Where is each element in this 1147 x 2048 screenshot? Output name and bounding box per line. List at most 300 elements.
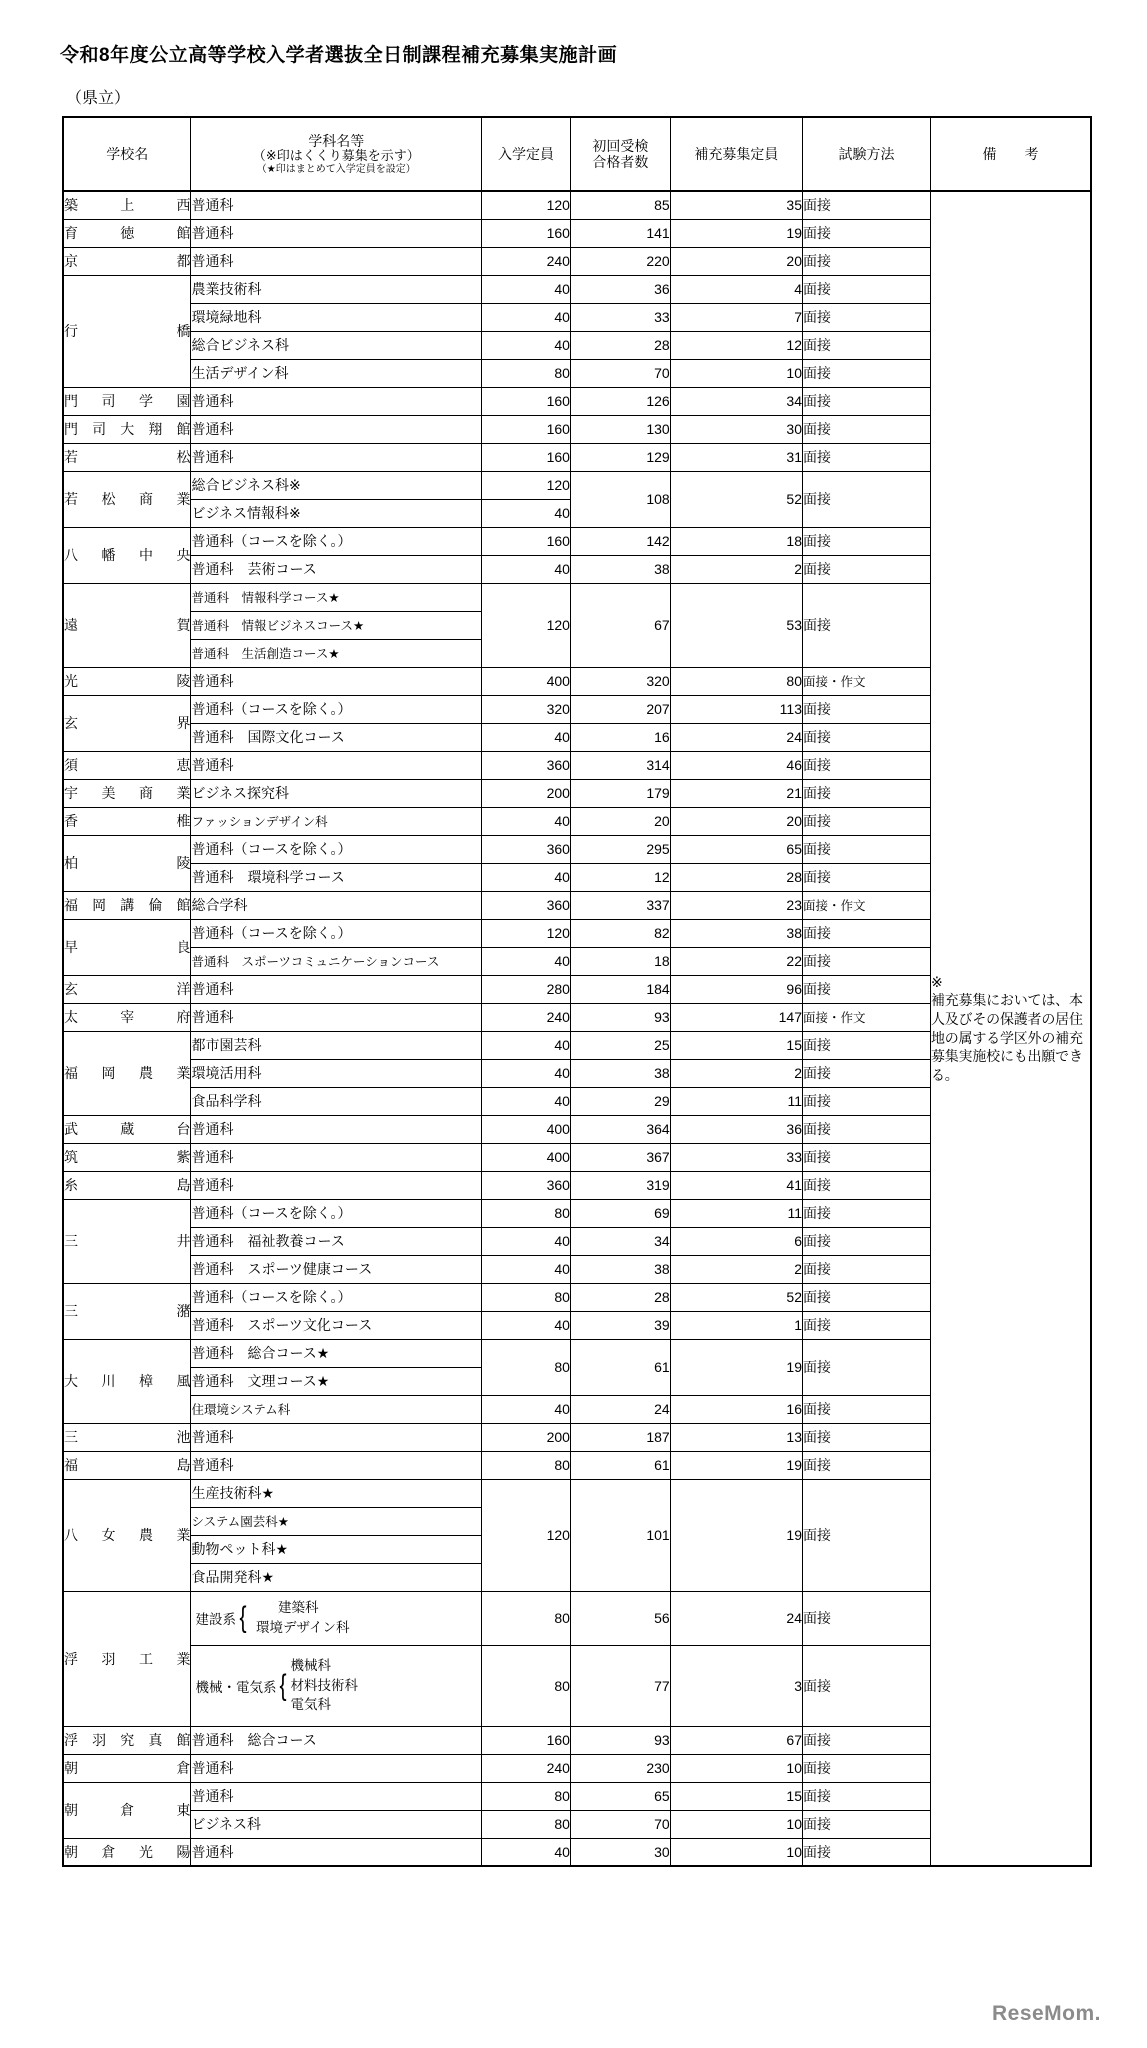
- cell-extra-quota: 96: [670, 975, 802, 1003]
- cell-capacity: 40: [482, 275, 571, 303]
- cell-extra-quota: 1: [670, 1311, 802, 1339]
- cell-extra-quota: 52: [670, 1283, 802, 1311]
- brace-group-label: 機械・電気系: [195, 1679, 277, 1695]
- brace-item: 電気科: [290, 1697, 331, 1713]
- cell-first-exam-passed: 320: [570, 667, 670, 695]
- cell-department: 普通科: [191, 443, 482, 471]
- cell-exam-method: 面接: [803, 1423, 931, 1451]
- cell-school-name: 太宰府: [63, 1003, 191, 1031]
- cell-department: 食品科学科: [191, 1087, 482, 1115]
- cell-capacity: 40: [482, 947, 571, 975]
- cell-exam-method: 面接: [803, 527, 931, 555]
- watermark: ReseMom.: [991, 2002, 1101, 2025]
- header-capacity: 入学定員: [482, 117, 571, 191]
- cell-department: ファッションデザイン科: [191, 807, 482, 835]
- cell-first-exam-passed: 295: [570, 835, 670, 863]
- cell-extra-quota: 18: [670, 527, 802, 555]
- cell-school-name: 朝倉東: [63, 1782, 191, 1838]
- cell-extra-quota: 80: [670, 667, 802, 695]
- cell-exam-method: 面接: [803, 219, 931, 247]
- cell-extra-quota: 52: [670, 471, 802, 527]
- cell-department: 普通科（コースを除く。）: [191, 695, 482, 723]
- cell-exam-method: 面接: [803, 471, 931, 527]
- cell-extra-quota: 34: [670, 387, 802, 415]
- cell-capacity: 80: [482, 1645, 571, 1726]
- cell-department: 普通科（コースを除く。）: [191, 1283, 482, 1311]
- page-title: 令和8年度公立高等学校入学者選抜全日制課程補充募集実施計画: [60, 45, 618, 66]
- cell-exam-method: 面接・作文: [803, 1003, 931, 1031]
- cell-exam-method: 面接: [803, 275, 931, 303]
- cell-capacity: 240: [482, 247, 571, 275]
- cell-first-exam-passed: 130: [570, 415, 670, 443]
- cell-exam-method: 面接: [803, 835, 931, 863]
- cell-exam-method: 面接: [803, 1227, 931, 1255]
- cell-school-name: 香椎: [63, 807, 191, 835]
- cell-extra-quota: 35: [670, 191, 802, 219]
- cell-department: 都市園芸科: [191, 1031, 482, 1059]
- cell-capacity: 80: [482, 1591, 571, 1645]
- cell-exam-method: 面接: [803, 1059, 931, 1087]
- cell-capacity: 80: [482, 1199, 571, 1227]
- cell-first-exam-passed: 38: [570, 1059, 670, 1087]
- cell-capacity: 40: [482, 807, 571, 835]
- cell-exam-method: 面接: [803, 1395, 931, 1423]
- cell-exam-method: 面接: [803, 1810, 931, 1838]
- brace-item-list: [250, 1598, 350, 1637]
- cell-capacity: 80: [482, 1782, 571, 1810]
- cell-exam-method: 面接: [803, 555, 931, 583]
- cell-school-name: 武蔵台: [63, 1115, 191, 1143]
- cell-first-exam-passed: 129: [570, 443, 670, 471]
- brace-item: 材料技術科: [290, 1677, 358, 1693]
- cell-school-name: 福島: [63, 1451, 191, 1479]
- cell-capacity: 400: [482, 1143, 571, 1171]
- brace-icon: {: [239, 1601, 247, 1634]
- cell-extra-quota: 19: [670, 1339, 802, 1395]
- cell-school-name: 筑紫: [63, 1143, 191, 1171]
- cell-department: 普通科（コースを除く。）: [191, 527, 482, 555]
- cell-extra-quota: 20: [670, 247, 802, 275]
- cell-department: ビジネス探究科: [191, 779, 482, 807]
- cell-extra-quota: 4: [670, 275, 802, 303]
- cell-department: 普通科: [191, 667, 482, 695]
- cell-school-name: 門司大翔館: [63, 415, 191, 443]
- cell-first-exam-passed: 108: [570, 471, 670, 527]
- cell-extra-quota: 20: [670, 807, 802, 835]
- cell-extra-quota: 10: [670, 1838, 802, 1866]
- cell-school-name: 浮羽工業: [63, 1591, 191, 1726]
- cell-school-name: 朝倉: [63, 1754, 191, 1782]
- cell-exam-method: 面接: [803, 1255, 931, 1283]
- cell-exam-method: 面接: [803, 779, 931, 807]
- cell-exam-method: 面接: [803, 1782, 931, 1810]
- cell-department: 普通科: [191, 1782, 482, 1810]
- cell-extra-quota: 10: [670, 359, 802, 387]
- cell-first-exam-passed: 65: [570, 1782, 670, 1810]
- cell-exam-method: 面接: [803, 863, 931, 891]
- cell-exam-method: 面接: [803, 247, 931, 275]
- cell-extra-quota: 7: [670, 303, 802, 331]
- cell-department: 普通科: [191, 1143, 482, 1171]
- cell-department: 普通科 生活創造コース★: [191, 639, 482, 667]
- cell-department: 普通科 文理コース★: [191, 1367, 482, 1395]
- cell-extra-quota: 11: [670, 1087, 802, 1115]
- cell-department: 普通科: [191, 1754, 482, 1782]
- cell-first-exam-passed: 184: [570, 975, 670, 1003]
- cell-capacity: 240: [482, 1003, 571, 1031]
- cell-capacity: 120: [482, 1479, 571, 1591]
- cell-exam-method: 面接: [803, 1143, 931, 1171]
- cell-department: 普通科 総合コース: [191, 1726, 482, 1754]
- cell-capacity: 80: [482, 1339, 571, 1395]
- cell-extra-quota: 19: [670, 219, 802, 247]
- header-department-main: 学科名等: [308, 132, 365, 149]
- cell-first-exam-passed: 77: [570, 1645, 670, 1726]
- cell-department: 普通科 国際文化コース: [191, 723, 482, 751]
- cell-capacity: 160: [482, 219, 571, 247]
- cell-department: 食品開発科★: [191, 1563, 482, 1591]
- cell-department: 普通科: [191, 751, 482, 779]
- cell-department: 環境活用科: [191, 1059, 482, 1087]
- cell-school-name: 門司学園: [63, 387, 191, 415]
- cell-first-exam-passed: 25: [570, 1031, 670, 1059]
- cell-school-name: 浮羽究真館: [63, 1726, 191, 1754]
- cell-first-exam-passed: 367: [570, 1143, 670, 1171]
- cell-school-name: 若松: [63, 443, 191, 471]
- cell-extra-quota: 67: [670, 1726, 802, 1754]
- cell-first-exam-passed: 179: [570, 779, 670, 807]
- cell-extra-quota: 6: [670, 1227, 802, 1255]
- cell-first-exam-passed: 101: [570, 1479, 670, 1591]
- cell-department: 普通科: [191, 387, 482, 415]
- cell-extra-quota: 16: [670, 1395, 802, 1423]
- cell-extra-quota: 3: [670, 1645, 802, 1726]
- cell-capacity: 400: [482, 667, 571, 695]
- cell-capacity: 40: [482, 499, 571, 527]
- cell-first-exam-passed: 207: [570, 695, 670, 723]
- cell-first-exam-passed: 38: [570, 555, 670, 583]
- cell-first-exam-passed: 28: [570, 1283, 670, 1311]
- cell-exam-method: 面接: [803, 303, 931, 331]
- cell-exam-method: 面接: [803, 1087, 931, 1115]
- cell-first-exam-passed: 20: [570, 807, 670, 835]
- cell-exam-method: 面接: [803, 1115, 931, 1143]
- cell-capacity: 40: [482, 1227, 571, 1255]
- cell-first-exam-passed: 30: [570, 1838, 670, 1866]
- cell-exam-method: 面接: [803, 1754, 931, 1782]
- cell-department: 普通科 スポーツ健康コース: [191, 1255, 482, 1283]
- header-department: [191, 117, 482, 191]
- cell-exam-method: 面接・作文: [803, 891, 931, 919]
- cell-capacity: 160: [482, 415, 571, 443]
- cell-capacity: 40: [482, 1395, 571, 1423]
- cell-extra-quota: 31: [670, 443, 802, 471]
- note-marker: ※: [930, 973, 943, 990]
- page-subtitle: （県立）: [66, 90, 131, 107]
- cell-capacity: 40: [482, 331, 571, 359]
- cell-extra-quota: 147: [670, 1003, 802, 1031]
- cell-exam-method: 面接: [803, 1339, 931, 1395]
- cell-first-exam-passed: 82: [570, 919, 670, 947]
- cell-exam-method: 面接: [803, 331, 931, 359]
- cell-department: 普通科: [191, 1451, 482, 1479]
- cell-extra-quota: 10: [670, 1754, 802, 1782]
- cell-capacity: 40: [482, 1059, 571, 1087]
- cell-extra-quota: 13: [670, 1423, 802, 1451]
- cell-extra-quota: 2: [670, 555, 802, 583]
- cell-school-name: 光陵: [63, 667, 191, 695]
- cell-exam-method: 面接: [803, 1031, 931, 1059]
- table-row: [63, 191, 1091, 219]
- cell-extra-quota: 21: [670, 779, 802, 807]
- cell-school-name: 三潴: [63, 1283, 191, 1339]
- cell-department: 普通科: [191, 1423, 482, 1451]
- cell-school-name: 若松商業: [63, 471, 191, 527]
- cell-capacity: 160: [482, 443, 571, 471]
- cell-school-name: 朝倉光陽: [63, 1838, 191, 1866]
- cell-department: 普通科: [191, 415, 482, 443]
- cell-department: 普通科（コースを除く。）: [191, 919, 482, 947]
- cell-first-exam-passed: 33: [570, 303, 670, 331]
- cell-exam-method: 面接: [803, 443, 931, 471]
- cell-extra-quota: 53: [670, 583, 802, 667]
- cell-first-exam-passed: 34: [570, 1227, 670, 1255]
- cell-capacity: 40: [482, 1838, 571, 1866]
- brace-group-label: 建設系: [195, 1612, 236, 1627]
- header-department-note1: （※印はくくり募集を示す）: [252, 147, 420, 163]
- cell-first-exam-passed: 337: [570, 891, 670, 919]
- cell-exam-method: 面接: [803, 1479, 931, 1591]
- cell-first-exam-passed: 70: [570, 1810, 670, 1838]
- cell-capacity: 120: [482, 919, 571, 947]
- cell-exam-method: 面接: [803, 723, 931, 751]
- cell-capacity: 80: [482, 1810, 571, 1838]
- cell-first-exam-passed: 18: [570, 947, 670, 975]
- cell-school-name: 築上西: [63, 191, 191, 219]
- cell-capacity: 240: [482, 1754, 571, 1782]
- cell-first-exam-passed: 61: [570, 1451, 670, 1479]
- cell-capacity: 160: [482, 1726, 571, 1754]
- cell-department: ビジネス科: [191, 1810, 482, 1838]
- brace-group: [191, 1646, 481, 1726]
- cell-capacity: 360: [482, 1171, 571, 1199]
- cell-first-exam-passed: 70: [570, 359, 670, 387]
- cell-extra-quota: 46: [670, 751, 802, 779]
- cell-department: 普通科 スポーツ文化コース: [191, 1311, 482, 1339]
- cell-department: 普通科 情報科学コース★: [191, 583, 482, 611]
- cell-first-exam-passed: 29: [570, 1087, 670, 1115]
- cell-school-name: 遠賀: [63, 583, 191, 667]
- cell-school-name: 育徳館: [63, 219, 191, 247]
- cell-extra-quota: 12: [670, 331, 802, 359]
- cell-exam-method: 面接: [803, 695, 931, 723]
- cell-department: 動物ペット科★: [191, 1535, 482, 1563]
- cell-extra-quota: 113: [670, 695, 802, 723]
- cell-first-exam-passed: 39: [570, 1311, 670, 1339]
- cell-capacity: 200: [482, 1423, 571, 1451]
- header-school: 学校名: [63, 117, 191, 191]
- cell-first-exam-passed: 36: [570, 275, 670, 303]
- cell-capacity: 40: [482, 1255, 571, 1283]
- table-header-row: [63, 117, 1091, 191]
- header-first-exam: [570, 117, 670, 191]
- cell-department: 普通科（コースを除く。）: [191, 835, 482, 863]
- header-method: 試験方法: [803, 117, 931, 191]
- cell-capacity: 120: [482, 583, 571, 667]
- cell-department: 普通科: [191, 1171, 482, 1199]
- cell-school-name: 宇美商業: [63, 779, 191, 807]
- cell-extra-quota: 23: [670, 891, 802, 919]
- cell-extra-quota: 24: [670, 1591, 802, 1645]
- header-extra-quota: 補充募集定員: [670, 117, 802, 191]
- cell-capacity: 80: [482, 359, 571, 387]
- cell-department: 普通科（コースを除く。）: [191, 1199, 482, 1227]
- cell-extra-quota: 19: [670, 1479, 802, 1591]
- cell-extra-quota: 15: [670, 1782, 802, 1810]
- brace-group: [191, 1592, 481, 1645]
- cell-first-exam-passed: 220: [570, 247, 670, 275]
- cell-first-exam-passed: 126: [570, 387, 670, 415]
- cell-department: 生活デザイン科: [191, 359, 482, 387]
- cell-department: 総合ビジネス科: [191, 331, 482, 359]
- cell-department-group: [191, 1645, 482, 1726]
- brace-item: 環境デザイン科: [255, 1620, 350, 1635]
- header-first-exam-line2: 合格者数: [592, 154, 649, 170]
- cell-exam-method: 面接: [803, 807, 931, 835]
- cell-school-name: 三井: [63, 1199, 191, 1283]
- cell-exam-method: 面接: [803, 751, 931, 779]
- cell-extra-quota: 28: [670, 863, 802, 891]
- cell-department: 農業技術科: [191, 275, 482, 303]
- cell-first-exam-passed: 24: [570, 1395, 670, 1423]
- cell-department: 普通科: [191, 1003, 482, 1031]
- cell-capacity: 160: [482, 527, 571, 555]
- header-department-note2: （★印はまとめて入学定員を設定）: [256, 163, 416, 175]
- cell-extra-quota: 11: [670, 1199, 802, 1227]
- cell-exam-method: 面接: [803, 415, 931, 443]
- cell-department: 普通科: [191, 247, 482, 275]
- cell-capacity: 280: [482, 975, 571, 1003]
- cell-exam-method: 面接: [803, 1838, 931, 1866]
- cell-extra-quota: 36: [670, 1115, 802, 1143]
- cell-exam-method: 面接: [803, 359, 931, 387]
- cell-department: 普通科: [191, 975, 482, 1003]
- cell-department: 総合ビジネス科※: [191, 471, 482, 499]
- cell-first-exam-passed: 364: [570, 1115, 670, 1143]
- cell-first-exam-passed: 56: [570, 1591, 670, 1645]
- cell-extra-quota: 22: [670, 947, 802, 975]
- cell-extra-quota: 19: [670, 1451, 802, 1479]
- cell-extra-quota: 2: [670, 1059, 802, 1087]
- cell-capacity: 360: [482, 891, 571, 919]
- cell-school-name: 玄洋: [63, 975, 191, 1003]
- cell-capacity: 80: [482, 1283, 571, 1311]
- cell-exam-method: 面接: [803, 1311, 931, 1339]
- cell-school-name: 三池: [63, 1423, 191, 1451]
- cell-exam-method: 面接: [803, 1591, 931, 1645]
- cell-first-exam-passed: 38: [570, 1255, 670, 1283]
- cell-extra-quota: 2: [670, 1255, 802, 1283]
- cell-school-name: 須恵: [63, 751, 191, 779]
- brace-item: 建築科: [277, 1600, 319, 1616]
- cell-department: 環境緑地科: [191, 303, 482, 331]
- cell-capacity: 40: [482, 863, 571, 891]
- cell-exam-method: 面接: [803, 919, 931, 947]
- cell-exam-method: 面接: [803, 583, 931, 667]
- cell-first-exam-passed: 61: [570, 1339, 670, 1395]
- cell-capacity: 80: [482, 1451, 571, 1479]
- cell-exam-method: 面接: [803, 947, 931, 975]
- cell-department: 普通科: [191, 191, 482, 219]
- cell-department: 普通科 芸術コース: [191, 555, 482, 583]
- cell-exam-method: 面接・作文: [803, 667, 931, 695]
- cell-school-name: 柏陵: [63, 835, 191, 891]
- cell-capacity: 360: [482, 751, 571, 779]
- cell-school-name: 福岡講倫館: [63, 891, 191, 919]
- cell-capacity: 40: [482, 303, 571, 331]
- cell-extra-quota: 65: [670, 835, 802, 863]
- cell-extra-quota: 10: [670, 1810, 802, 1838]
- cell-first-exam-passed: 85: [570, 191, 670, 219]
- cell-exam-method: 面接: [803, 1726, 931, 1754]
- cell-first-exam-passed: 187: [570, 1423, 670, 1451]
- brace-icon: {: [279, 1668, 287, 1702]
- cell-capacity: 160: [482, 387, 571, 415]
- cell-extra-quota: 38: [670, 919, 802, 947]
- cell-extra-quota: 30: [670, 415, 802, 443]
- cell-capacity: 40: [482, 555, 571, 583]
- cell-first-exam-passed: 12: [570, 863, 670, 891]
- cell-exam-method: 面接: [803, 1451, 931, 1479]
- cell-department: 生産技術科★: [191, 1479, 482, 1507]
- cell-exam-method: 面接: [803, 1171, 931, 1199]
- cell-exam-method: 面接: [803, 1645, 931, 1726]
- cell-first-exam-passed: 93: [570, 1726, 670, 1754]
- cell-first-exam-passed: 93: [570, 1003, 670, 1031]
- cell-capacity: 120: [482, 471, 571, 499]
- cell-remarks-note: [930, 191, 1091, 1866]
- cell-school-name: 八幡中央: [63, 527, 191, 583]
- cell-first-exam-passed: 314: [570, 751, 670, 779]
- cell-department: 普通科 情報ビジネスコース★: [191, 611, 482, 639]
- cell-department: ビジネス情報科※: [191, 499, 482, 527]
- cell-exam-method: 面接: [803, 1283, 931, 1311]
- header-first-exam-line1: 初回受検: [592, 137, 649, 154]
- cell-department: システム園芸科★: [191, 1507, 482, 1535]
- cell-first-exam-passed: 16: [570, 723, 670, 751]
- cell-school-name: 糸島: [63, 1171, 191, 1199]
- cell-department: 普通科 福祉教養コース: [191, 1227, 482, 1255]
- header-note: 備 考: [930, 117, 1091, 191]
- cell-extra-quota: 24: [670, 723, 802, 751]
- cell-department: 普通科 総合コース★: [191, 1339, 482, 1367]
- cell-exam-method: 面接: [803, 975, 931, 1003]
- cell-extra-quota: 41: [670, 1171, 802, 1199]
- cell-capacity: 40: [482, 1311, 571, 1339]
- cell-department: 普通科: [191, 1838, 482, 1866]
- cell-first-exam-passed: 319: [570, 1171, 670, 1199]
- cell-capacity: 400: [482, 1115, 571, 1143]
- cell-first-exam-passed: 67: [570, 583, 670, 667]
- cell-exam-method: 面接: [803, 191, 931, 219]
- cell-department: 普通科: [191, 219, 482, 247]
- cell-first-exam-passed: 230: [570, 1754, 670, 1782]
- cell-first-exam-passed: 142: [570, 527, 670, 555]
- cell-exam-method: 面接: [803, 1199, 931, 1227]
- cell-capacity: 320: [482, 695, 571, 723]
- cell-department: 普通科 環境科学コース: [191, 863, 482, 891]
- cell-first-exam-passed: 69: [570, 1199, 670, 1227]
